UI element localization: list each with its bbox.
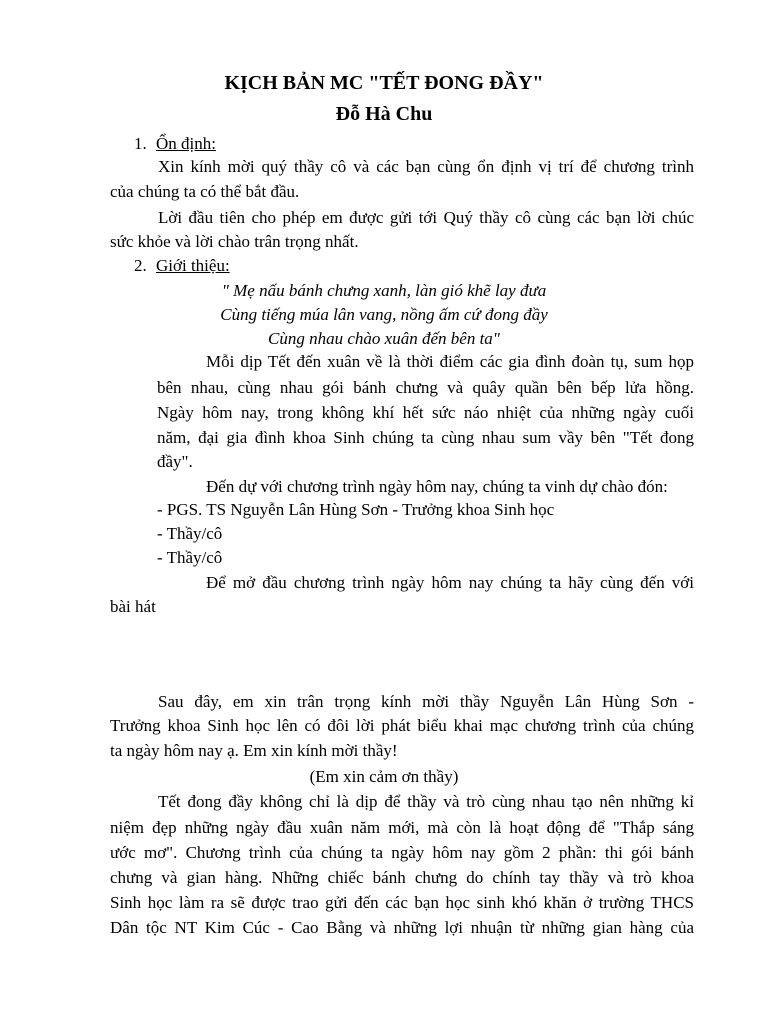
paragraph-line: chưng và gian hàng. Những chiếc bánh chưng do chính tay thầy và trò khoa xyxy=(110,868,694,887)
paragraph-line: sức khỏe và lời chào trân trọng nhất. xyxy=(110,232,359,251)
document-title: KỊCH BẢN MC "TẾT ĐONG ĐẦY" xyxy=(224,72,544,94)
paragraph-line: Mỗi dịp Tết đến xuân về là thời điểm các gia đình đoàn tụ, sum họp xyxy=(206,352,694,371)
guest-item: - Thầy/cô xyxy=(157,548,223,567)
section-2-heading xyxy=(134,256,230,276)
document-author: Đỗ Hà Chu xyxy=(335,103,433,125)
paragraph-line: đầy". xyxy=(157,452,193,471)
paragraph-line: niệm đẹp những ngày đầu xuân năm mới, mà còn là hoạt động để "Thắp sáng xyxy=(110,818,694,837)
paragraph-line: ta ngày hôm nay ạ. Em xin kính mời thầy! xyxy=(110,741,398,760)
paragraph-line: Trưởng khoa Sinh học lên có đôi lời phát biểu khai mạc chương trình của chúng xyxy=(110,716,694,735)
poem-line: Cùng tiếng múa lân vang, nồng ấm cứ đong đầy xyxy=(220,305,548,324)
guest-item: - Thầy/cô xyxy=(157,524,223,543)
paragraph-line: Ngày hôm nay, trong không khí hết sức náo nhiệt của những ngày cuối xyxy=(157,403,694,422)
paragraph-line: năm, đại gia đình khoa Sinh chúng ta cùng nhau sum vầy bên "Tết đong xyxy=(157,428,694,447)
paragraph-line: Lời đầu tiên cho phép em được gửi tới Quý thầy cô cùng các bạn lời chúc xyxy=(158,208,694,227)
paragraph-line: Xin kính mời quý thầy cô và các bạn cùng ổn định vị trí để chương trình xyxy=(158,157,694,176)
paragraph-line: Đến dự với chương trình ngày hôm nay, chúng ta vinh dự chào đón: xyxy=(206,477,668,496)
section-1-number: 1. xyxy=(134,134,147,153)
paragraph-line: Tết đong đầy không chỉ là dịp để thầy và trò cùng nhau tạo nên những kỉ xyxy=(158,792,694,811)
section-1-label: Ổn định: xyxy=(156,134,216,153)
poem-line: " Mẹ nấu bánh chưng xanh, làn gió khẽ lay đưa xyxy=(221,281,547,300)
paragraph-line: Sau đây, em xin trân trọng kính mời thầy Nguyễn Lân Hùng Sơn - xyxy=(158,692,694,711)
paragraph-line: bên nhau, cùng nhau gói bánh chưng và quây quần bên bếp lửa hồng. xyxy=(157,378,694,397)
paragraph-line: Dân tộc NT Kim Cúc - Cao Bằng và những lợi nhuận từ những gian hàng của xyxy=(110,918,694,937)
paragraph-line: bài hát xyxy=(110,597,156,616)
paragraph-line: ước mơ". Chương trình của chúng ta ngày hôm nay gồm 2 phần: thi gói bánh xyxy=(110,843,694,862)
paragraph-line: Sinh học làm ra sẽ được trao gửi đến các bạn học sinh khó khăn ở trường THCS xyxy=(110,893,694,912)
paragraph-line: (Em xin cảm ơn thầy) xyxy=(309,767,459,786)
section-1-heading xyxy=(134,134,216,154)
section-2-label: Giới thiệu: xyxy=(156,256,230,275)
paragraph-line: của chúng ta có thể bắt đầu. xyxy=(110,182,300,201)
poem-line: Cùng nhau chào xuân đến bên ta" xyxy=(268,329,500,348)
section-2-number: 2. xyxy=(134,256,147,275)
paragraph-line: Để mở đầu chương trình ngày hôm nay chúng ta hãy cùng đến với xyxy=(206,573,694,592)
guest-item: - PGS. TS Nguyễn Lân Hùng Sơn - Trưởng khoa Sinh học xyxy=(157,500,555,519)
